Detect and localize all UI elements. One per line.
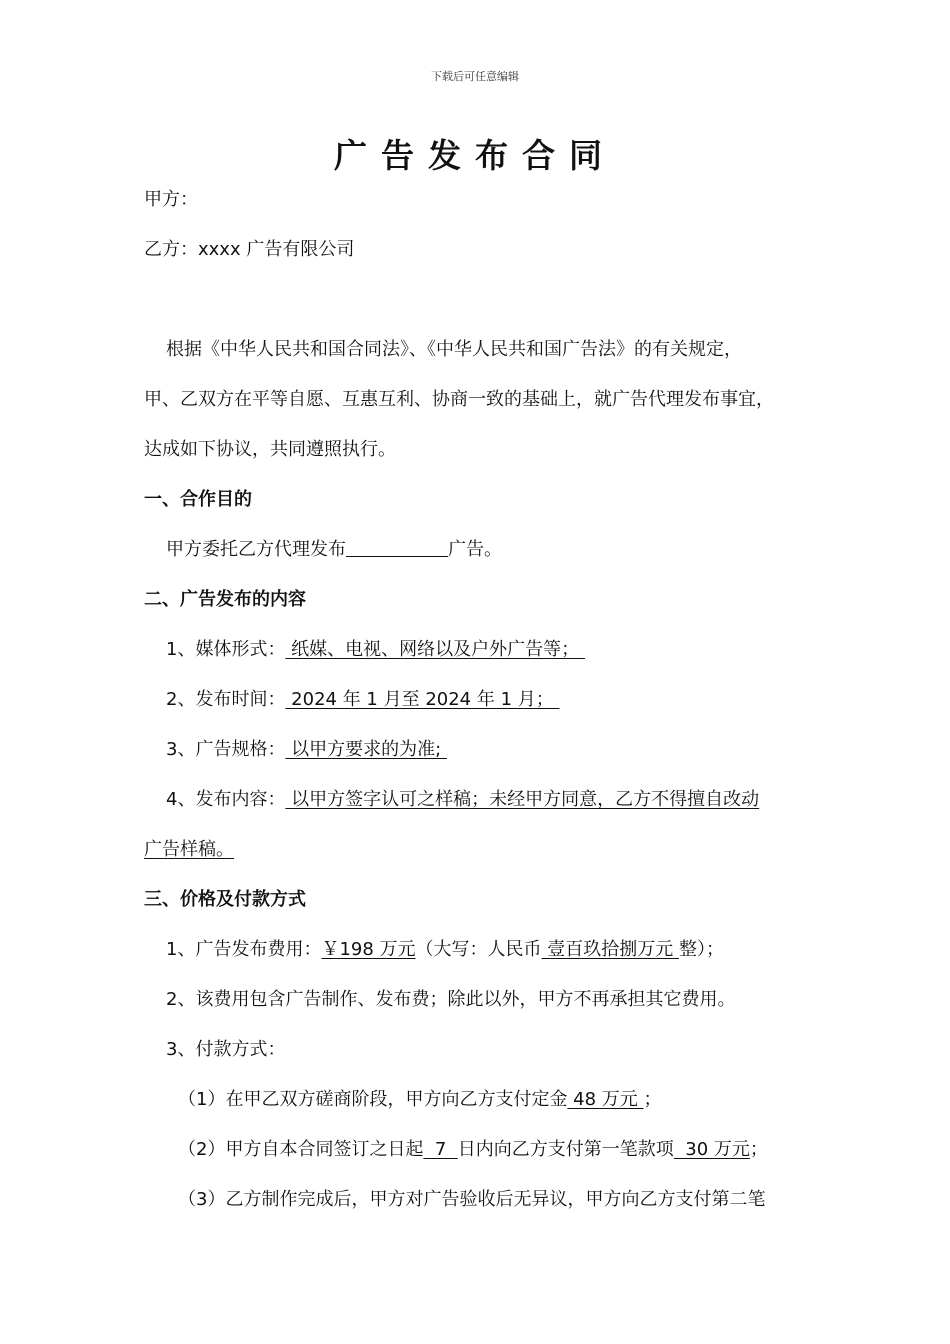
fee-label: 1、广告发布费用： (166, 939, 322, 960)
party-a: 甲方： (144, 189, 198, 210)
fee-amount: ￥198 万元 (321, 939, 416, 960)
payment-1-end: ； (643, 1089, 662, 1110)
payment-2-end: ； (749, 1139, 768, 1160)
payment-2-mid: 日内向乙方支付第一笔款项 (457, 1139, 674, 1160)
payment-2-amount: 30 万元 (673, 1139, 750, 1160)
item-value: 纸媒、电视、网络以及户外广告等； (285, 639, 585, 660)
payment-2 (178, 1138, 768, 1162)
payment-2-text: （2）甲方自本合同签订之日起 (178, 1139, 424, 1160)
fee-line (166, 938, 724, 962)
content-item-content-cont: 广告样稿。 (144, 839, 234, 860)
payment-3: （3）乙方制作完成后，甲方对广告验收后无异议，甲方向乙方支付第二笔 (178, 1189, 766, 1210)
fee-amount-cn: 壹百玖拾捌万元 (541, 939, 679, 960)
preamble-line-1: 根据《中华人民共和国合同法》、《中华人民共和国广告法》的有关规定， (166, 339, 742, 360)
item-value: 以甲方签字认可之样稿；未经甲方同意，乙方不得擅自改动 (285, 789, 760, 810)
section1-text-after: 广告。 (448, 539, 502, 560)
payment-method: 3、付款方式： (166, 1039, 286, 1060)
section1-text (166, 538, 502, 562)
item-value: 2024 年 1 月至 2024 年 1 月； (285, 689, 560, 710)
preamble-line-2: 甲、乙双方在平等自愿、互惠互利、协商一致的基础上，就广告代理发布事宜， (144, 389, 774, 410)
content-item-time (166, 688, 559, 712)
item-label: 1、媒体形式： (166, 639, 286, 660)
payment-1-text: （1）在甲乙双方磋商阶段，甲方向乙方支付定金 (178, 1089, 568, 1110)
payment-1 (178, 1088, 662, 1112)
preamble-line-3: 达成如下协议，共同遵照执行。 (144, 439, 396, 460)
content-item-spec (166, 738, 447, 762)
deposit-amount: 48 万元 (567, 1089, 644, 1110)
ad-type-blank (346, 538, 448, 557)
item-label: 2、发布时间： (166, 689, 286, 710)
item-label: 4、发布内容： (166, 789, 286, 810)
document-title: 广告发布合同 (334, 136, 616, 175)
section3-heading: 三、价格及付款方式 (144, 889, 306, 910)
party-b: 乙方：xxxx 广告有限公司 (144, 239, 355, 260)
item-value: 以甲方要求的为准; (285, 739, 447, 760)
section2-heading: 二、广告发布的内容 (144, 589, 306, 610)
item-label: 3、广告规格： (166, 739, 286, 760)
fee-mid: （大写：人民币 (415, 939, 542, 960)
payment-2-days: 7 (423, 1139, 458, 1160)
section1-heading: 一、合作目的 (144, 489, 252, 510)
fee-scope: 2、该费用包含广告制作、发布费；除此以外，甲方不再承担其它费用。 (166, 989, 736, 1010)
header-note: 下载后可任意编辑 (431, 70, 519, 83)
fee-end: 整）； (678, 939, 724, 960)
section1-text-before: 甲方委托乙方代理发布 (166, 539, 346, 560)
content-item-content (166, 788, 759, 812)
content-item-media (166, 638, 585, 662)
